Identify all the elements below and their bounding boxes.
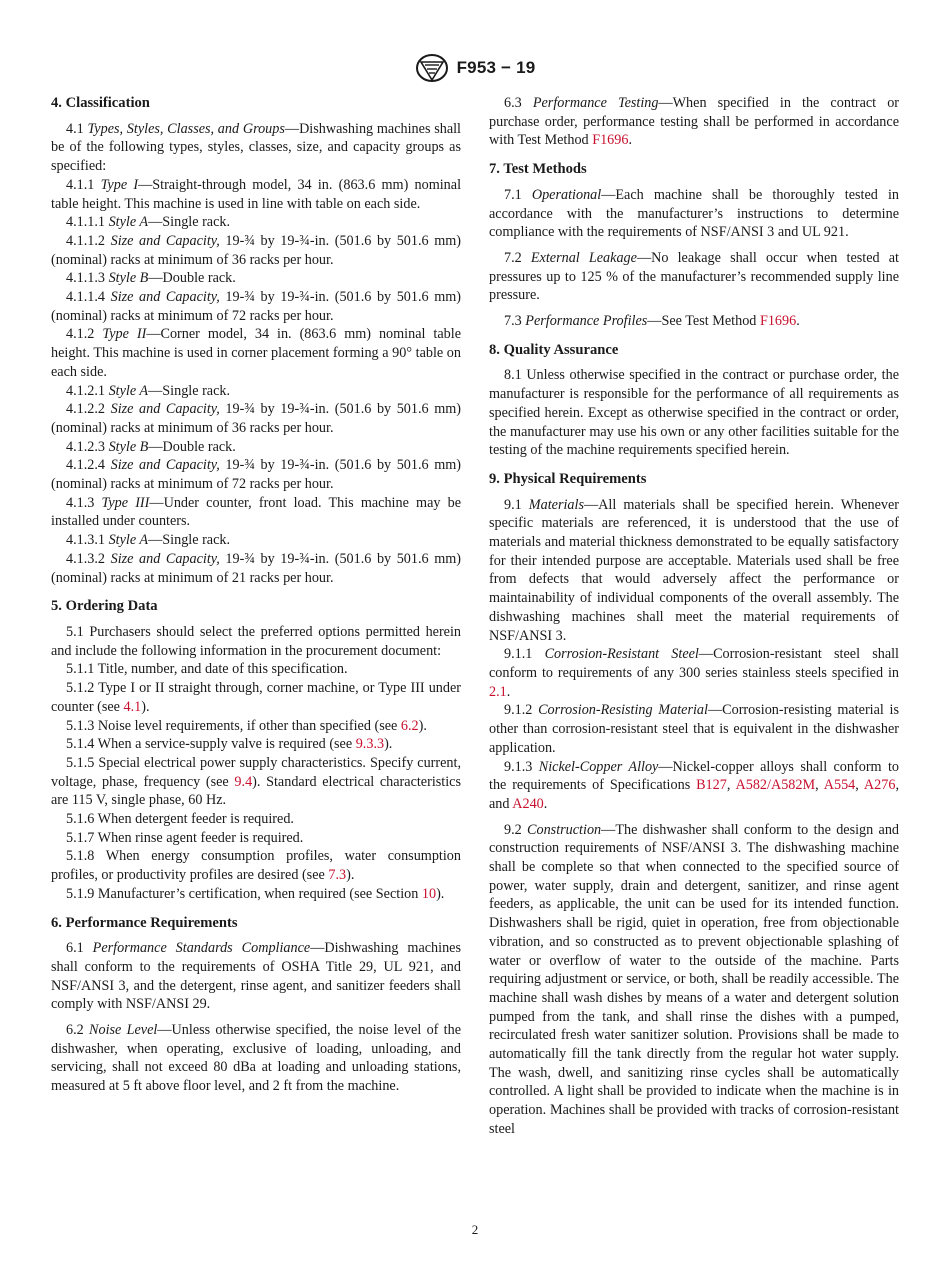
paragraph-5-1-2: 5.1.2 Type I or II straight through, corner machine, or Type III under counter (see 4.1). [51, 680, 461, 715]
paragraph-5-1-3: 5.1.3 Noise level requirements, if other than specified (see 6.2). [66, 717, 427, 734]
section-heading: 9. Physical Requirements [489, 470, 647, 487]
paragraph-6-1: 6.1 Performance Standards Compliance—Dishwashing machines shall conform to the requirements of OSHA Title 29, UL 921, and NSF/ANSI 3, and the detergent, rinse agent, and sanitizer feeders shall comply with NSF/ANSI 29. [51, 940, 461, 1013]
paragraph-4-1-2-2: 4.1.2.2 Size and Capacity, 19-¾ by 19-¾-in. (501.6 by 501.6 mm) (nominal) racks at minimum of 36 racks per hour. [51, 401, 462, 436]
page-header [0, 50, 950, 86]
paragraph-4-1-3: 4.1.3 Type III—Under counter, front load. This machine may be installed under counters. [51, 494, 462, 530]
section-heading: 5. Ordering Data [51, 598, 158, 615]
paragraph-5-1-7: 5.1.7 When rinse agent feeder is required. [66, 829, 304, 846]
paragraph-5-1-4: 5.1.4 When a service-supply valve is required (see 9.3.3). [66, 736, 393, 753]
paragraph-9-1-3: 9.1.3 Nickel-Copper Alloy—Nickel-copper alloys shall conform to the requirements of Specifications B127, A582/A582M, A554, A276, and A240. [489, 758, 899, 812]
paragraph-7-1: 7.1 Operational—Each machine shall be thoroughly tested in accordance with the manufacturer’s instructions to determine compliance with the requirements of NSF/ANSI 3 and UL 921. [489, 186, 899, 241]
standard-designation: F953 − 19 [456, 58, 536, 77]
paragraph-4-1-1-1: 4.1.1.1 Style A—Single rack. [66, 214, 231, 231]
paragraph-4-1-3-2: 4.1.3.2 Size and Capacity, 19-¾ by 19-¾-in. (501.6 by 501.6 mm) (nominal) racks at minimum of 21 racks per hour. [51, 550, 462, 586]
paragraph-5-1-5: 5.1.5 Special electrical power supply characteristics. Specify current, voltage, phase, frequency (see 9.4). Standard electrical characteristics are 115 V, single phase, 60 Hz. [51, 754, 461, 809]
paragraph-4-1-1-2: 4.1.1.2 Size and Capacity, 19-¾ by 19-¾-in. (501.6 by 501.6 mm) (nominal) racks at minimum of 36 racks per hour. [51, 232, 462, 268]
paragraph-4-1-2-4: 4.1.2.4 Size and Capacity, 19-¾ by 19-¾-in. (501.6 by 501.6 mm) (nominal) racks at minimum of 72 racks per hour. [51, 457, 462, 493]
paragraph-4-1: 4.1 Types, Styles, Classes, and Groups—Dishwashing machines shall be of the following types, styles, classes, size, and capacity groups as specified: [51, 120, 461, 175]
paragraph-6-2: 6.2 Noise Level—Unless otherwise specified, the noise level of the dishwasher, when operating, exclusive of loading, unloading, and servicing, shall not exceed 80 dBa at loading and unloading stations, measured at 5 ft above floor level, and 2 ft from the machine. [51, 1022, 461, 1095]
paragraph-4-1-1: 4.1.1 Type I—Straight-through model, 34 in. (863.6 mm) nominal table height. This machine is used in line with table on each side. [51, 176, 462, 212]
cross-reference-link[interactable]: F1696 [592, 132, 629, 149]
paragraph-4-1-3-1: 4.1.3.1 Style A—Single rack. [66, 532, 231, 549]
paragraph-7-2: 7.2 External Leakage—No leakage shall occur when tested at pressures up to 125 % of the manufacturer’s recommended supply line pressure. [489, 249, 899, 304]
cross-reference-link[interactable]: 6.2 [400, 717, 419, 734]
paragraph-5-1-9: 5.1.9 Manufacturer’s certification, when required (see Section 10). [66, 885, 445, 902]
right-column [489, 92, 899, 1139]
paragraph-4-1-1-4: 4.1.1.4 Size and Capacity, 19-¾ by 19-¾-in. (501.6 by 501.6 mm) (nominal) racks at minimum of 72 racks per hour. [51, 289, 462, 324]
cross-reference-link[interactable]: F1696 [759, 313, 797, 330]
cross-reference-link[interactable]: 10 [421, 885, 437, 902]
section-heading: 6. Performance Requirements [51, 914, 238, 931]
paragraph-9-1-1: 9.1.1 Corrosion-Resistant Steel—Corrosion-resistant steel shall conform to requirements of any 300 series stainless steels specified in 2.1. [489, 646, 899, 700]
section-heading: 4. Classification [51, 95, 150, 111]
page-number: 2 [471, 1222, 479, 1237]
cross-reference-link[interactable]: B127 [696, 777, 727, 794]
cross-reference-link[interactable]: 9.4 [234, 773, 253, 790]
paragraph-5-1-6: 5.1.6 When detergent feeder is required. [66, 811, 294, 828]
paragraph-9-2: 9.2 Construction—The dishwasher shall conform to the design and construction requirements of NSF/ANSI 3. The dishwashing machine shall be complete so that when connected to the specified source of power, water supply, drain and detergent, sanitizer, and rinse agent feeders, as applicable, the unit can be used for its intended function. Dishwashers shall be rigid, quiet in operation, free from objectionable vibration, and so constructed as to prevent objectionable splashing of water or overflow of water to the outside of the machine. Parts requiring adjustment or service, or both, shall be readily accessible. The machine shall wash dishes by means of a water and detergent solution pumped from the tank, and shall rinse the dishes with a pumped, recirculated fresh water sanitizer solution. Provisions shall be made to automatically fill the tank directly from the regular hot water supply. The wash, dwell, and sanitizing rinse cycles shall be automatically controlled. A light shall be provided to indicate when the machine is in operation. Machines shall be provided with tracks of corrosion-resistant steel [489, 821, 900, 1137]
paragraph-4-1-2: 4.1.2 Type II—Corner model, 34 in. (863.6 mm) nominal table height. This machine is used in corner placement forming a 90° table on each side. [51, 326, 462, 380]
cross-reference-link[interactable]: A582/A582M [735, 777, 816, 794]
paragraph-4-1-1-3: 4.1.1.3 Style B—Double rack. [66, 270, 236, 287]
astm-logo-icon [415, 53, 449, 83]
section-heading: 8. Quality Assurance [489, 341, 619, 358]
section-heading: 7. Test Methods [489, 161, 587, 178]
cross-reference-link[interactable]: A276 [863, 777, 896, 794]
paragraph-9-1-2: 9.1.2 Corrosion-Resisting Material—Corrosion-resisting material is other than corrosion-resistant steel that is equivalent in the dishwasher application. [489, 702, 899, 756]
paragraph-5-1-1: 5.1.1 Title, number, and date of this specification. [66, 661, 348, 678]
paragraph-5-1-8: 5.1.8 When energy consumption profiles, water consumption profiles, or productivity profiles are desired (see 7.3). [51, 848, 461, 884]
cross-reference-link[interactable]: A554 [823, 777, 856, 794]
left-column [51, 92, 461, 1096]
cross-reference-link[interactable]: 4.1 [123, 698, 142, 715]
cross-reference-link[interactable]: 7.3 [328, 867, 347, 884]
paragraph-4-1-2-1: 4.1.2.1 Style A—Single rack. [66, 382, 231, 399]
cross-reference-link[interactable]: 9.3.3 [355, 736, 385, 753]
cross-reference-link[interactable]: 2.1 [489, 683, 507, 700]
paragraph-9-1: 9.1 Materials—All materials shall be specified herein. Whenever specific materials are referenced, it is understood that the use of materials and material thickness demonstrated to be equally satisfactory for their intended purpose are acceptable. Materials used shall be free from defects that would adversely affect the performance or maintainability of individual components of the overall assembly. The dishwashing machines shall meet the material requirements of NSF/ANSI 3. [489, 496, 899, 644]
cross-reference-link[interactable]: A240 [512, 795, 544, 812]
paragraph-6-3: 6.3 Performance Testing—When specified in the contract or purchase order, performance testing shall be performed in accordance with Test Method F1696. [489, 95, 900, 149]
paragraph-7-3: 7.3 Performance Profiles—See Test Method F1696. [504, 313, 800, 330]
paragraph-8-1: 8.1 Unless otherwise specified in the contract or purchase order, the manufacturer is responsible for the performance of all requirements as specified herein. Except as otherwise specified in the contract or order, the manufacturer may use his own or any other facilities suitable for the testing of the machine requirements specified herein. [489, 367, 899, 459]
paragraph-5-1: 5.1 Purchasers should select the preferred options permitted herein and include the following information in the procurement document: [51, 623, 462, 659]
paragraph-4-1-2-3: 4.1.2.3 Style B—Double rack. [66, 438, 236, 455]
